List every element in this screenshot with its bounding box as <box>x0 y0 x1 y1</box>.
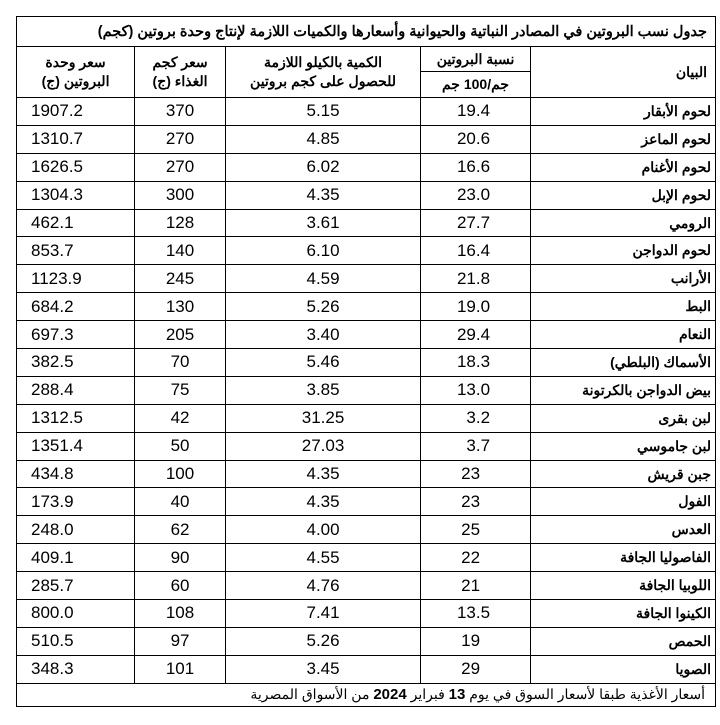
cell-protein: 19 <box>421 627 531 655</box>
cell-item: الرومي <box>531 209 716 237</box>
cell-protein-price: 1123.9 <box>17 265 135 293</box>
cell-food-price: 128 <box>135 209 226 237</box>
table-row <box>17 153 716 181</box>
header-protein-line1: نسبة البروتين <box>421 47 531 72</box>
cell-protein: 13.0 <box>421 376 531 404</box>
cell-protein-price: 382.5 <box>17 349 135 377</box>
cell-protein-price: 409.1 <box>17 544 135 572</box>
cell-food-price: 97 <box>135 627 226 655</box>
cell-quantity: 5.26 <box>226 627 421 655</box>
header-food-price-line2: الغذاء (ج) <box>152 73 208 89</box>
cell-item: لحوم الماعز <box>531 125 716 153</box>
cell-protein: 23 <box>421 488 531 516</box>
cell-protein: 23.0 <box>421 181 531 209</box>
cell-item: البط <box>531 293 716 321</box>
cell-quantity: 4.76 <box>226 572 421 600</box>
cell-food-price: 130 <box>135 293 226 321</box>
cell-item: لحوم الإبل <box>531 181 716 209</box>
cell-quantity: 3.61 <box>226 209 421 237</box>
cell-food-price: 270 <box>135 153 226 181</box>
cell-quantity: 31.25 <box>226 404 421 432</box>
table-row <box>17 516 716 544</box>
cell-protein: 23 <box>421 460 531 488</box>
cell-item: بيض الدواجن بالكرتونة <box>531 376 716 404</box>
cell-quantity: 27.03 <box>226 432 421 460</box>
cell-protein: 21.8 <box>421 265 531 293</box>
cell-food-price: 370 <box>135 98 226 126</box>
cell-food-price: 70 <box>135 349 226 377</box>
cell-item: لحوم الأبقار <box>531 98 716 126</box>
cell-protein: 21 <box>421 572 531 600</box>
cell-protein: 3.2 <box>421 404 531 432</box>
table-row <box>17 376 716 404</box>
cell-item: الأرانب <box>531 265 716 293</box>
table-row <box>17 209 716 237</box>
header-protein-line2: جم/100 جم <box>421 72 531 98</box>
cell-protein: 13.5 <box>421 600 531 628</box>
cell-quantity: 3.40 <box>226 321 421 349</box>
cell-protein: 18.3 <box>421 349 531 377</box>
cell-quantity: 4.35 <box>226 181 421 209</box>
header-protein-price <box>17 47 135 98</box>
table-row <box>17 460 716 488</box>
cell-quantity: 6.10 <box>226 237 421 265</box>
cell-protein-price: 684.2 <box>17 293 135 321</box>
cell-protein-price: 1626.5 <box>17 153 135 181</box>
cell-protein-price: 697.3 <box>17 321 135 349</box>
cell-protein: 20.6 <box>421 125 531 153</box>
cell-protein: 25 <box>421 516 531 544</box>
table-row <box>17 404 716 432</box>
cell-quantity: 4.85 <box>226 125 421 153</box>
cell-item: الصويا <box>531 655 716 683</box>
table-row <box>17 237 716 265</box>
protein-table <box>16 16 716 707</box>
cell-quantity: 4.35 <box>226 488 421 516</box>
cell-protein: 29 <box>421 655 531 683</box>
cell-quantity: 5.26 <box>226 293 421 321</box>
cell-food-price: 42 <box>135 404 226 432</box>
cell-item: الحمص <box>531 627 716 655</box>
cell-protein-price: 1304.3 <box>17 181 135 209</box>
cell-food-price: 75 <box>135 376 226 404</box>
table-row <box>17 600 716 628</box>
cell-item: لبن جاموسي <box>531 432 716 460</box>
cell-item: الفاصوليا الجافة <box>531 544 716 572</box>
cell-quantity: 5.15 <box>226 98 421 126</box>
cell-item: اللوبيا الجافة <box>531 572 716 600</box>
table-footnote <box>17 683 716 706</box>
table-row <box>17 293 716 321</box>
cell-protein-price: 285.7 <box>17 572 135 600</box>
cell-protein-price: 1907.2 <box>17 98 135 126</box>
header-food-price-line1: سعر كجم <box>152 54 208 70</box>
header-food-price <box>135 47 226 98</box>
cell-protein: 22 <box>421 544 531 572</box>
header-protein-price-line2: البروتين (ج) <box>41 73 110 89</box>
table-title: جدول نسب البروتين في المصادر النباتية والحيوانية وأسعارها والكميات اللازمة لإنتاج وحدة بروتين (كجم) <box>17 17 716 47</box>
footnote-before: أسعار الأغذية طبقا لأسعار السوق في يوم <box>469 686 706 703</box>
protein-table-container <box>16 16 715 707</box>
table-row <box>17 98 716 126</box>
cell-protein: 16.6 <box>421 153 531 181</box>
cell-item: لحوم الأغنام <box>531 153 716 181</box>
cell-quantity: 4.00 <box>226 516 421 544</box>
footnote-year: 2024 <box>373 686 407 704</box>
cell-food-price: 50 <box>135 432 226 460</box>
cell-item: العدس <box>531 516 716 544</box>
table-row <box>17 572 716 600</box>
footnote-after: من الأسواق المصرية <box>250 686 370 703</box>
cell-protein-price: 800.0 <box>17 600 135 628</box>
cell-protein-price: 1351.4 <box>17 432 135 460</box>
header-protein-price-line1: سعر وحدة <box>45 54 106 70</box>
cell-protein-price: 853.7 <box>17 237 135 265</box>
table-row <box>17 349 716 377</box>
cell-item: الأسماك (البلطي) <box>531 349 716 377</box>
cell-item: جبن قريش <box>531 460 716 488</box>
cell-protein-price: 1310.7 <box>17 125 135 153</box>
cell-item: النعام <box>531 321 716 349</box>
cell-protein-price: 288.4 <box>17 376 135 404</box>
cell-item: الفول <box>531 488 716 516</box>
footnote-day: 13 <box>448 686 466 704</box>
cell-quantity: 3.45 <box>226 655 421 683</box>
cell-protein: 19.0 <box>421 293 531 321</box>
cell-quantity: 4.55 <box>226 544 421 572</box>
table-row <box>17 181 716 209</box>
cell-quantity: 6.02 <box>226 153 421 181</box>
cell-protein: 19.4 <box>421 98 531 126</box>
cell-quantity: 7.41 <box>226 600 421 628</box>
cell-protein: 29.4 <box>421 321 531 349</box>
cell-food-price: 300 <box>135 181 226 209</box>
cell-food-price: 60 <box>135 572 226 600</box>
cell-protein-price: 248.0 <box>17 516 135 544</box>
cell-quantity: 3.85 <box>226 376 421 404</box>
cell-quantity: 4.59 <box>226 265 421 293</box>
cell-food-price: 108 <box>135 600 226 628</box>
cell-protein-price: 510.5 <box>17 627 135 655</box>
cell-quantity: 5.46 <box>226 349 421 377</box>
cell-food-price: 40 <box>135 488 226 516</box>
table-row <box>17 265 716 293</box>
header-quantity-line1: الكمية بالكيلو اللازمة <box>264 54 383 70</box>
cell-food-price: 101 <box>135 655 226 683</box>
table-row <box>17 321 716 349</box>
cell-food-price: 245 <box>135 265 226 293</box>
cell-food-price: 90 <box>135 544 226 572</box>
table-row <box>17 432 716 460</box>
cell-protein-price: 434.8 <box>17 460 135 488</box>
cell-protein-price: 173.9 <box>17 488 135 516</box>
cell-food-price: 205 <box>135 321 226 349</box>
cell-item: الكينوا الجافة <box>531 600 716 628</box>
cell-food-price: 140 <box>135 237 226 265</box>
footnote-month: فبراير <box>410 686 445 703</box>
cell-food-price: 270 <box>135 125 226 153</box>
header-quantity-line2: للحصول على كجم بروتين <box>250 73 397 89</box>
cell-protein: 3.7 <box>421 432 531 460</box>
cell-food-price: 62 <box>135 516 226 544</box>
cell-protein-price: 348.3 <box>17 655 135 683</box>
cell-item: لبن بقرى <box>531 404 716 432</box>
header-quantity <box>226 47 421 98</box>
cell-food-price: 100 <box>135 460 226 488</box>
cell-item: لحوم الدواجن <box>531 237 716 265</box>
table-body <box>17 98 716 684</box>
table-row <box>17 125 716 153</box>
header-item: البيان <box>531 47 716 98</box>
table-row <box>17 544 716 572</box>
cell-protein-price: 462.1 <box>17 209 135 237</box>
cell-protein: 27.7 <box>421 209 531 237</box>
cell-protein: 16.4 <box>421 237 531 265</box>
table-row <box>17 655 716 683</box>
table-row <box>17 627 716 655</box>
cell-protein-price: 1312.5 <box>17 404 135 432</box>
table-row <box>17 488 716 516</box>
cell-quantity: 4.35 <box>226 460 421 488</box>
